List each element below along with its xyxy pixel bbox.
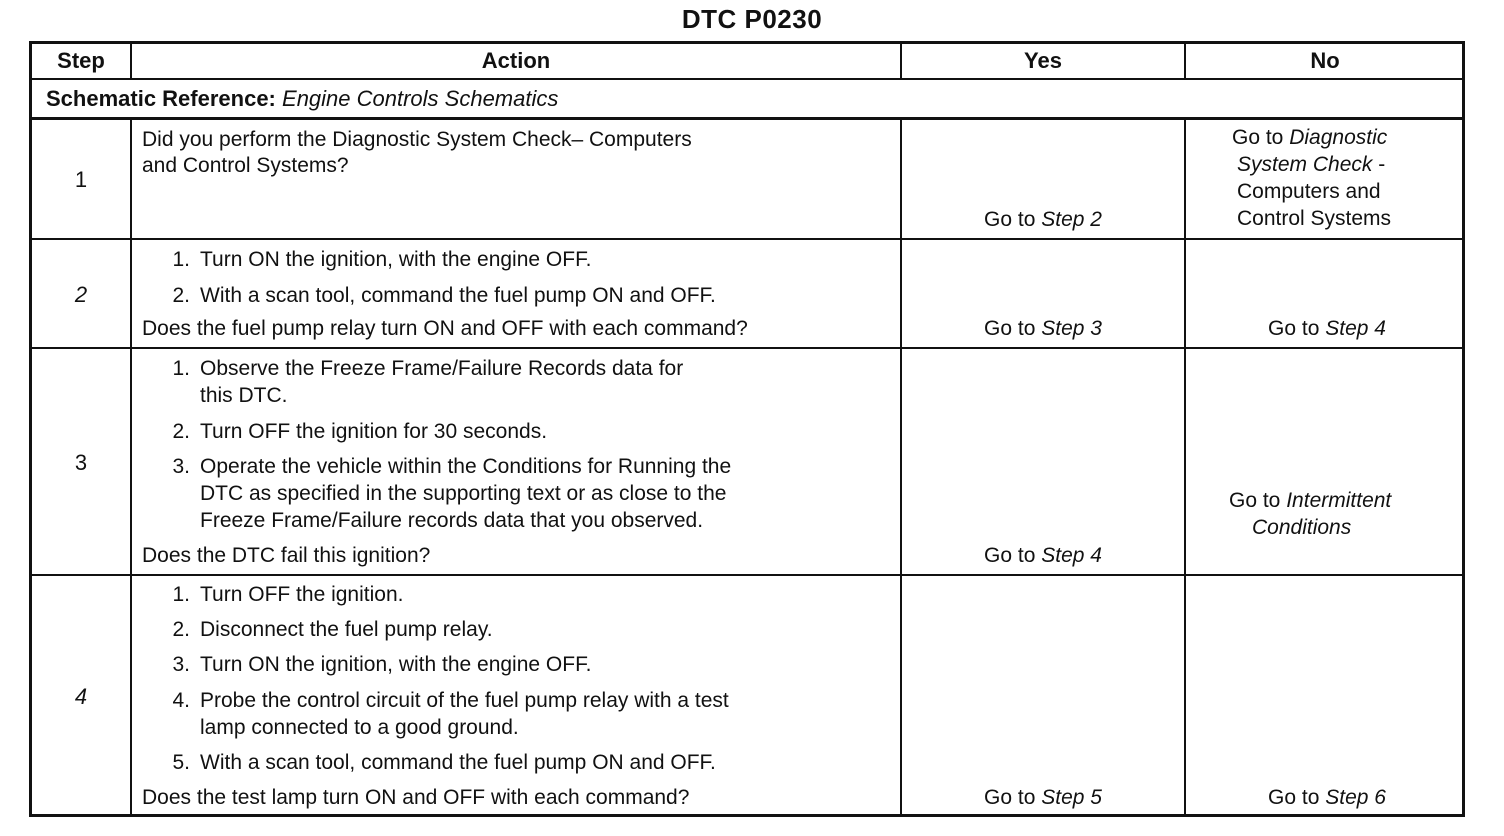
no-goto[interactable] [1229, 487, 1391, 514]
goto-label: Go to [1268, 317, 1320, 340]
yes-goto[interactable] [902, 206, 1184, 233]
item-number: 1. [172, 248, 190, 271]
item-number: 1. [172, 357, 190, 380]
schematic-link[interactable]: Engine Controls Schematics [282, 86, 559, 111]
goto-target: Diagnostic [1289, 126, 1388, 149]
goto-text: - [1378, 153, 1386, 176]
header-yes: Yes [1024, 48, 1062, 73]
step-number: 1 [74, 167, 88, 192]
item-text: With a scan tool, command the fuel pump ON and OFF. [200, 284, 716, 307]
yes-goto[interactable] [902, 784, 1184, 811]
action-text: and Control Systems? [142, 154, 349, 177]
goto-target: Step 5 [1041, 786, 1102, 809]
item-text: Turn ON the ignition, with the engine OFF. [200, 248, 592, 271]
item-text: Observe the Freeze Frame/Failure Records data for [200, 357, 684, 380]
step-number: 3 [74, 450, 88, 475]
item-text: Freeze Frame/Failure records data that you observed. [200, 509, 704, 532]
column-divider [130, 117, 132, 817]
item-number: 2. [172, 618, 190, 641]
schematic-reference [46, 86, 558, 112]
step-number: 4 [74, 684, 88, 709]
row-divider [29, 574, 1465, 576]
goto-target: Step 4 [1041, 544, 1102, 567]
no-goto[interactable] [1186, 315, 1468, 342]
item-text: With a scan tool, command the fuel pump ON and OFF. [200, 751, 716, 774]
item-text: Turn ON the ignition, with the engine OFF. [200, 653, 592, 676]
yes-goto[interactable] [902, 542, 1184, 569]
goto-target: Intermittent [1286, 489, 1392, 512]
step-number: 2 [74, 282, 88, 307]
item-text: this DTC. [200, 384, 288, 407]
goto-target: Conditions [1252, 516, 1352, 539]
item-text: lamp connected to a good ground. [200, 716, 519, 739]
column-divider [1184, 117, 1186, 817]
item-text: DTC as specified in the supporting text or as close to the [200, 482, 727, 505]
goto-target: Step 6 [1325, 786, 1386, 809]
item-text: Turn OFF the ignition for 30 seconds. [200, 420, 548, 443]
goto-target: Step 3 [1041, 317, 1102, 340]
goto-label: Go to [1232, 126, 1284, 149]
no-goto[interactable] [1232, 124, 1387, 151]
goto-label: Go to [984, 786, 1036, 809]
goto-target: Step 4 [1325, 317, 1386, 340]
page-title: DTC P0230 [681, 4, 823, 34]
goto-target: System Check [1237, 153, 1373, 176]
item-number: 5. [172, 751, 190, 774]
goto-target: Step 2 [1041, 208, 1102, 231]
header-no: No [1310, 48, 1340, 73]
goto-label: Go to [984, 544, 1036, 567]
row-divider [29, 78, 1465, 80]
header-action: Action [481, 48, 551, 73]
no-goto-cont [1252, 514, 1351, 541]
yes-goto[interactable] [902, 315, 1184, 342]
question-text: Does the test lamp turn ON and OFF with each command? [142, 786, 690, 809]
row-divider [29, 347, 1465, 349]
no-goto-cont: Control Systems [1237, 207, 1392, 230]
row-divider [29, 238, 1465, 240]
item-number: 3. [172, 653, 190, 676]
no-goto-cont: Computers and [1237, 180, 1381, 203]
question-text: Does the DTC fail this ignition? [142, 544, 431, 567]
item-number: 4. [172, 689, 190, 712]
item-text: Operate the vehicle within the Conditions for Running the [200, 455, 732, 478]
goto-label: Go to [1268, 786, 1320, 809]
question-text: Does the fuel pump relay turn ON and OFF with each command? [142, 317, 748, 340]
action-text: Did you perform the Diagnostic System Check– Computers [142, 128, 692, 151]
goto-label: Go to [984, 317, 1036, 340]
row-divider [29, 117, 1465, 120]
item-number: 3. [172, 455, 190, 478]
item-text: Turn OFF the ignition. [200, 583, 404, 606]
no-goto[interactable] [1186, 784, 1468, 811]
item-text: Probe the control circuit of the fuel pump relay with a test [200, 689, 729, 712]
item-text: Disconnect the fuel pump relay. [200, 618, 493, 641]
no-goto-cont [1237, 151, 1385, 178]
item-number: 2. [172, 420, 190, 443]
schematic-label: Schematic Reference: [46, 86, 276, 111]
item-number: 2. [172, 284, 190, 307]
goto-label: Go to [984, 208, 1036, 231]
goto-label: Go to [1229, 489, 1281, 512]
header-step: Step [57, 48, 105, 73]
item-number: 1. [172, 583, 190, 606]
